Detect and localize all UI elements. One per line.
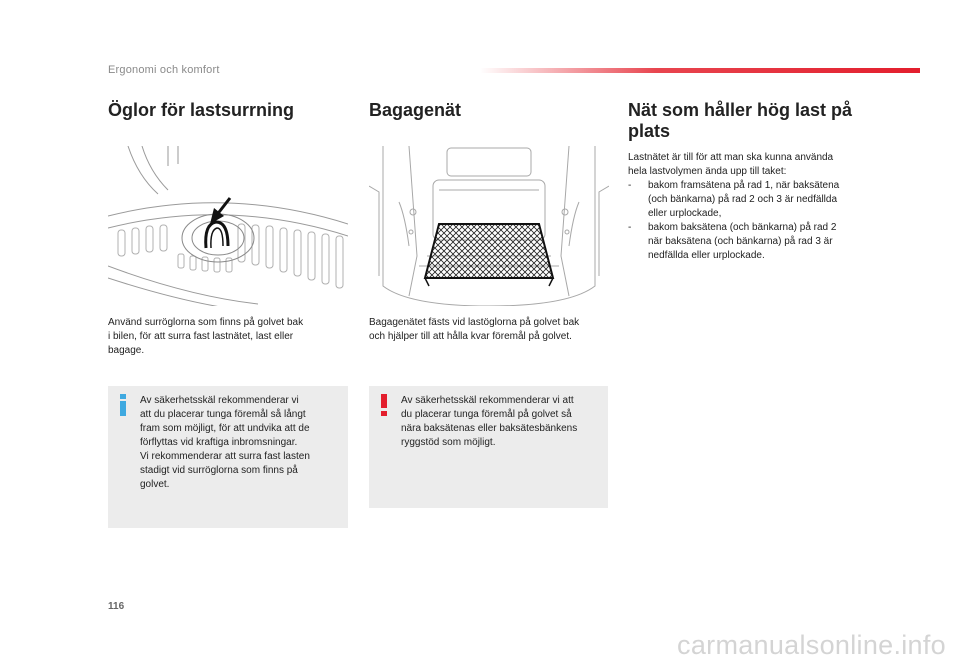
note-line: Vi rekommenderar att surra fast lasten <box>140 451 310 462</box>
paragraph-line: i bilen, för att surra fast lastnätet, last eller <box>108 331 294 342</box>
section-title: Ergonomi och komfort <box>108 64 220 76</box>
note-line: Av säkerhetsskäl rekommenderar vi <box>140 395 299 406</box>
list-line: (och bänkarna) på rad 2 och 3 är nedfällda <box>648 194 838 205</box>
paragraph-line: Bagagenätet fästs vid lastöglorna på golvet bak <box>369 317 580 328</box>
high-load-net-list <box>628 179 868 263</box>
title-line: Nät som håller hög last på <box>628 100 853 120</box>
list-line: när baksätena (och bänkarna) på rad 3 är <box>648 236 833 247</box>
high-load-net-intro <box>628 151 873 179</box>
paragraph-line: Lastnätet är till för att man ska kunna använda <box>628 152 834 163</box>
note-line: stadigt vid surröglorna som finns på <box>140 465 298 476</box>
paragraph-line: Använd surröglorna som finns på golvet bak <box>108 317 304 328</box>
note-line: fram som möjligt, för att undvika att de <box>140 423 310 434</box>
lashing-eyes-title: Öglor för lastsurrning <box>108 100 295 120</box>
warning-note-box <box>369 386 608 508</box>
luggage-net-paragraph <box>369 316 614 344</box>
note-line: förflyttas vid kraftiga inbromsningar. <box>140 437 298 448</box>
watermark: carmanualsonline.info <box>677 630 946 660</box>
bullet-dash: - <box>628 222 632 233</box>
note-line: du placerar tunga föremål på golvet så <box>401 409 572 420</box>
lashing-eyes-paragraph <box>108 316 348 358</box>
warning-icon <box>379 394 389 416</box>
page-number: 116 <box>108 601 125 612</box>
list-line: eller urplockade, <box>648 208 722 219</box>
title-line: plats <box>628 121 671 141</box>
paragraph-line: hela lastvolymen ända upp till taket: <box>628 166 787 177</box>
luggage-net-illustration <box>369 146 609 306</box>
note-line: nära baksätenas eller baksätesbänkens <box>401 423 578 434</box>
paragraph-line: och hjälper till att hålla kvar föremål på golvet. <box>369 331 572 342</box>
high-load-net-title <box>628 100 852 142</box>
list-item <box>628 221 868 263</box>
paragraph-line: bagage. <box>108 345 145 356</box>
list-line: bakom framsätena på rad 1, när baksätena <box>648 180 840 191</box>
bullet-dash: - <box>628 180 632 191</box>
note-line: ryggstöd som möjligt. <box>401 437 496 448</box>
list-line: bakom baksätena (och bänkarna) på rad 2 <box>648 222 837 233</box>
luggage-net-title: Bagagenät <box>369 100 462 120</box>
list-line: nedfällda eller urplockade. <box>648 250 765 261</box>
note-line: att du placerar tunga föremål så långt <box>140 409 306 420</box>
list-item <box>628 179 868 221</box>
note-line: Av säkerhetsskäl rekommenderar vi att <box>401 395 574 406</box>
lashing-eye-illustration <box>108 146 348 306</box>
info-icon <box>118 394 128 416</box>
note-line: golvet. <box>140 479 170 490</box>
info-note-box <box>108 386 348 528</box>
title-accent-bar <box>480 68 920 73</box>
